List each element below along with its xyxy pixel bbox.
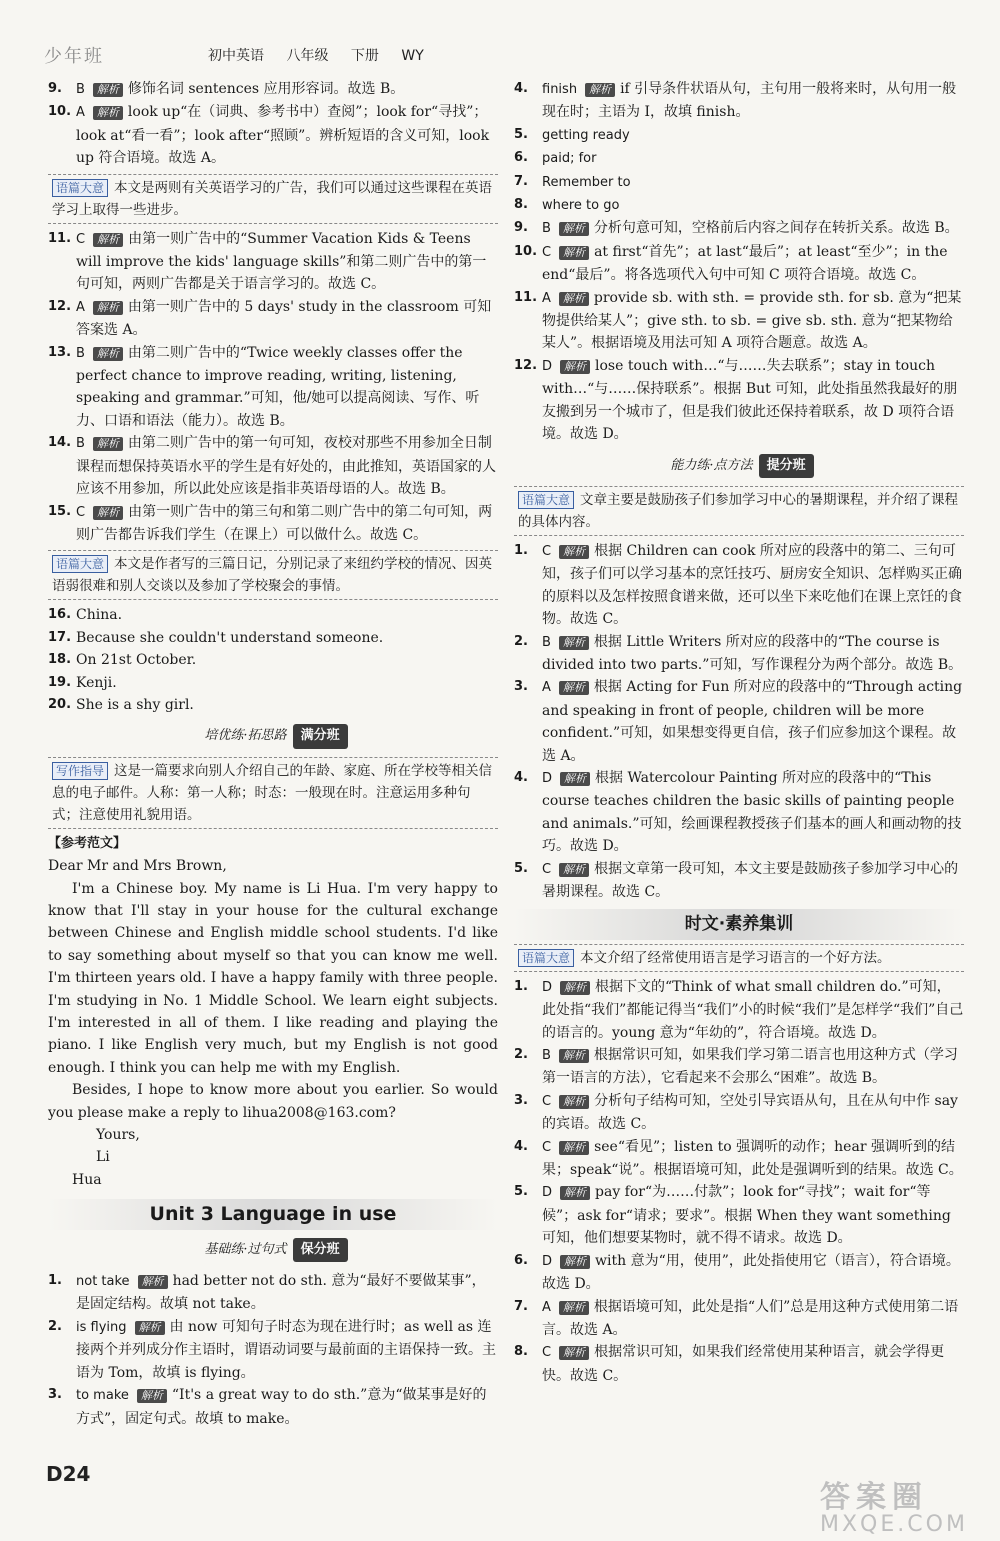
answer-key: D — [542, 979, 553, 995]
answer-entry — [514, 171, 964, 194]
answer-key: D — [542, 1253, 553, 1269]
answer-entry — [48, 342, 498, 433]
answer-entry — [514, 631, 964, 677]
answer-key: D — [542, 770, 553, 786]
letter-closing: Yours, — [96, 1127, 140, 1144]
question-number: 2. — [514, 633, 528, 649]
analysis-text: “It's a great way to do sth.”意为“做某事是好的方式”，固定句式。故填 to make。 — [76, 1387, 487, 1427]
header-edition: WY — [401, 48, 424, 64]
summary-text: 文章主要是鼓励孩子们参加学习中心的暑期课程，并介绍了课程的具体内容。 — [518, 491, 959, 530]
analysis-text: see“看见”；listen to 强调听的动作；hear 强调听到的结果；speak“说”。根据语境可知，此处是强调听到的结果。故选 C。 — [542, 1138, 963, 1179]
answer-entry — [48, 1316, 498, 1384]
answer-entry — [514, 1136, 964, 1182]
analysis-text: She is a shy girl. — [76, 696, 194, 713]
analysis-tag: 解析 — [560, 981, 590, 995]
question-number: 8. — [514, 197, 528, 213]
watermark-url: MXQE.COM — [820, 1512, 968, 1537]
answer-entry — [48, 694, 498, 716]
summary-label: 语篇大意 — [518, 491, 574, 509]
section-banner — [514, 454, 964, 478]
analysis-tag: 解析 — [559, 292, 589, 306]
writing-guide-label: 写作指导 — [52, 762, 108, 780]
answer-key: A — [76, 299, 85, 315]
banner-right: 保分班 — [293, 1238, 348, 1262]
answer-entry — [514, 1296, 964, 1342]
header-subject: 初中英语 — [208, 48, 264, 64]
answer-entry — [48, 627, 498, 649]
analysis-tag: 解析 — [559, 545, 589, 559]
question-number: 14. — [48, 435, 72, 451]
answer-list — [514, 78, 964, 446]
answer-entry — [48, 501, 498, 547]
answer-entry — [514, 1044, 964, 1090]
summary-label: 语篇大意 — [518, 949, 574, 967]
analysis-text: China. — [76, 607, 123, 624]
analysis-text: if 引导条件状语从句，主句用一般将来时，从句用一般现在时；主语为 I，故填 finish。 — [542, 81, 957, 121]
analysis-text: On 21st October. — [76, 652, 197, 669]
analysis-tag: 解析 — [585, 83, 615, 97]
answer-key: C — [542, 543, 552, 559]
section-banner — [48, 724, 498, 748]
header-info — [208, 45, 442, 65]
question-number: 4. — [514, 1138, 528, 1154]
analysis-tag: 解析 — [559, 863, 589, 877]
page-header — [30, 36, 500, 70]
analysis-text: with 意为“用，使用”，此处指使用它（语言），符合语境。故选 D。 — [542, 1252, 960, 1293]
sample-title: 【参考范文】 — [48, 835, 127, 851]
answer-entry — [48, 1270, 498, 1316]
analysis-text: 根据文章第一段可知，本文主要是鼓励孩子参加学习中心的暑期课程。故选 C。 — [542, 860, 959, 900]
question-number: 5. — [514, 126, 528, 142]
answer-key: Remember to — [542, 174, 631, 190]
question-number: 16. — [48, 607, 72, 623]
answer-key: C — [76, 504, 86, 520]
letter-paragraph: I'm a Chinese boy. My name is Li Hua. I'm very happy to know that I'll stay in your house for the cultural exchange between Chinese and English middle school students. I'd like to say something about myself so that you can know me well. I'm thirteen years old. I have a happy family with three people. I'm studying in No. 1 Middle School. We learn eight subjects. I'm interested in all of them. I like reading and playing the piano. I like English very much, but my English is not good enough. I think you can help me with my English. — [48, 880, 498, 1076]
answer-list — [514, 976, 964, 1387]
analysis-tag: 解析 — [135, 1321, 165, 1335]
question-number: 11. — [514, 289, 538, 305]
answer-key: not take — [76, 1274, 130, 1290]
letter-signature: Li Hua — [72, 1149, 110, 1188]
watermark-logo — [820, 1472, 980, 1537]
analysis-text: had better not do sth. 意为“最好不要做某事”，是固定结构。故填 not take。 — [76, 1273, 486, 1313]
answer-key: A — [542, 290, 551, 306]
analysis-text: 根据下文的“Think of what small children do.”可知，此处指“我们”都能记得当“我们”小的时候“我们”是怎样学“我们”自己的语言的。young 意为“年幼的”，符合语境。故选 D。 — [542, 978, 964, 1041]
banner-left: 培优练·拓思路 — [204, 728, 287, 744]
answer-entry — [514, 241, 964, 287]
answer-key: B — [542, 221, 551, 237]
question-number: 15. — [48, 503, 72, 519]
summary-label: 语篇大意 — [52, 179, 108, 197]
question-number: 10. — [514, 243, 538, 259]
analysis-text: 由第一则广告中的 5 days' study in the classroom 可知答案选 A。 — [76, 298, 492, 339]
answer-entry — [48, 296, 498, 342]
writing-guide-box — [48, 757, 498, 829]
analysis-text: 根据 Children can cook 所对应的段落中的第二、三句可知，孩子们可以学习基本的烹饪技巧、厨房安全知识、怎样购买正确的原料以及怎样按照食谱来做，还可以坐下来吃他们在课上烹饪的食物。故选 C。 — [542, 542, 962, 628]
analysis-tag: 解析 — [559, 246, 589, 260]
answer-key: A — [542, 1299, 551, 1315]
unit-title: Unit 3 Language in use — [48, 1199, 498, 1229]
answer-key: finish — [542, 82, 578, 97]
answer-entry — [514, 194, 964, 217]
answer-entry — [48, 1384, 498, 1430]
answer-key: A — [542, 680, 551, 696]
question-number: 2. — [514, 1047, 528, 1063]
answer-entry — [514, 147, 964, 170]
answer-key: paid; for — [542, 151, 597, 167]
question-number: 2. — [48, 1318, 62, 1334]
analysis-tag: 解析 — [560, 1186, 590, 1200]
answer-key: B — [76, 82, 85, 97]
analysis-tag: 解析 — [93, 233, 123, 247]
watermark-text: 答案圈 — [820, 1480, 928, 1515]
answer-key: B — [76, 436, 85, 452]
question-number: 4. — [514, 81, 528, 96]
letter-greeting: Dear Mr and Mrs Brown, — [48, 858, 227, 875]
summary-text: 本文介绍了经常使用语言是学习语言的一个好方法。 — [580, 949, 891, 966]
summary-box — [514, 944, 964, 972]
page-number: D24 — [46, 1462, 91, 1486]
answer-list — [48, 78, 498, 170]
series-logo: 少年班 — [44, 46, 104, 67]
question-number: 9. — [48, 81, 62, 96]
analysis-tag: 解析 — [559, 681, 589, 695]
question-number: 6. — [514, 150, 528, 166]
left-column — [48, 78, 498, 1430]
analysis-tag: 解析 — [559, 1346, 589, 1360]
question-number: 3. — [514, 679, 528, 695]
analysis-text: 分析句子结构可知，空处引导宾语从句，且在从句中作 say 的宾语。故选 C。 — [542, 1092, 958, 1133]
answer-entry — [514, 676, 964, 767]
question-number: 12. — [514, 357, 538, 373]
analysis-text: 根据 Acting for Fun 所对应的段落中的“Through acting and speaking in front of people, children will be more confident.”可知，如果想变得更自信，孩子们应参加这个课程。故选 A。 — [542, 679, 963, 764]
section-title: 时文·素养集训 — [514, 909, 964, 939]
answer-list — [48, 1270, 498, 1430]
analysis-text: Kenji. — [76, 674, 117, 691]
analysis-tag: 解析 — [137, 1389, 167, 1403]
answer-entry — [48, 432, 498, 500]
summary-text: 本文是作者写的三篇日记，分别记录了来纽约学校的情况、因英语弱很难和别人交谈以及参加了学校聚会的事情。 — [52, 556, 493, 595]
question-number: 4. — [514, 769, 528, 785]
banner-right: 提分班 — [759, 454, 814, 478]
analysis-text: 根据 Watercolour Painting 所对应的段落中的“This course teaches children the basic skills of painting people and animals.”可知，绘画课程教授孩子们基本的画人和画动物的技巧。故选 D。 — [542, 769, 962, 855]
answer-entry — [48, 78, 498, 101]
answer-entry — [48, 228, 498, 296]
question-number: 1. — [48, 1273, 62, 1289]
answer-entry — [514, 1181, 964, 1249]
analysis-tag: 解析 — [559, 1049, 589, 1063]
question-number: 12. — [48, 298, 72, 314]
question-number: 17. — [48, 629, 72, 645]
question-number: 18. — [48, 652, 72, 668]
analysis-tag: 解析 — [93, 347, 123, 361]
analysis-text: 由第一则广告中的第三句和第二则广告中的第二句可知，两则广告都告诉我们学生（在课上）可以做什么。故选 C。 — [76, 503, 493, 543]
answer-key: C — [542, 1345, 552, 1361]
summary-box — [514, 486, 964, 536]
answer-key: D — [542, 358, 553, 374]
answer-key: getting ready — [542, 127, 630, 143]
question-number: 7. — [514, 1298, 528, 1314]
answer-entry — [514, 976, 964, 1044]
analysis-text: 根据语境可知，此处是指“人们”总是用这种方式使用第二语言。故选 A。 — [542, 1298, 959, 1338]
question-number: 8. — [514, 1344, 528, 1360]
analysis-text: look up“在（词典、参考书中）查阅”；look for“寻找”；look at“看一看”；look after“照顾”。辨析短语的含义可知，look up 符合语境。故选 A。 — [76, 104, 490, 167]
analysis-tag: 解析 — [93, 506, 123, 520]
answer-key: D — [542, 1185, 553, 1201]
answer-entry — [514, 217, 964, 240]
analysis-text: 根据常识可知，如果我们学习第二语言也用这种方式（学习第一语言的方法），它看起来不会那么“困难”。故选 B。 — [542, 1047, 958, 1087]
question-number: 11. — [48, 230, 72, 246]
analysis-tag: 解析 — [560, 360, 590, 374]
answer-entry — [48, 101, 498, 169]
answer-entry — [514, 355, 964, 446]
question-number: 6. — [514, 1252, 528, 1268]
answer-list — [48, 228, 498, 547]
answer-key: C — [542, 1139, 552, 1155]
answer-entry — [514, 1250, 964, 1296]
analysis-text: 根据常识可知，如果我们经常使用某种语言，就会学得更快。故选 C。 — [542, 1344, 945, 1384]
question-number: 19. — [48, 674, 72, 690]
analysis-tag: 解析 — [559, 1141, 589, 1155]
summary-box — [48, 174, 498, 224]
writing-guide-text: 这是一篇要求向别人介绍自己的年龄、家庭、所在学校等相关信息的电子邮件。人称：第一人称；时态：一般现在时。注意运用多种句式；注意使用礼貌用语。 — [52, 762, 493, 823]
right-column — [514, 78, 964, 1387]
letter-paragraph: Besides, I hope to know more about you earlier. So would you please make a reply to lihua2008@163.com? — [48, 1082, 498, 1121]
answer-entry — [514, 1090, 964, 1136]
question-number: 5. — [514, 1184, 528, 1200]
header-volume: 下册 — [350, 48, 379, 64]
answer-entry — [514, 287, 964, 355]
answer-entry — [514, 124, 964, 147]
analysis-tag: 解析 — [559, 1095, 589, 1109]
summary-box — [48, 550, 498, 600]
banner-left: 基础练·过句式 — [204, 1241, 287, 1257]
answer-key: C — [542, 1093, 552, 1109]
question-number: 1. — [514, 542, 528, 558]
answer-entry — [48, 672, 498, 694]
question-number: 10. — [48, 104, 72, 120]
answer-entry — [48, 649, 498, 671]
section-banner — [48, 1238, 498, 1262]
analysis-text: 修饰名词 sentences 应用形容词。故选 B。 — [127, 81, 405, 97]
analysis-text: 由 now 可知句子时态为现在进行时；as well as 连接两个并列成分作主语时，谓语动词要与最前面的主语保持一致。主语为 Tom，故填 is flying。 — [76, 1318, 496, 1381]
analysis-tag: 解析 — [559, 1301, 589, 1315]
answer-entry — [514, 78, 964, 124]
answer-list — [514, 540, 964, 904]
question-number: 3. — [514, 1092, 528, 1108]
banner-left: 能力练·点方法 — [670, 457, 753, 473]
analysis-tag: 解析 — [93, 437, 123, 451]
question-number: 7. — [514, 173, 528, 189]
header-grade: 八年级 — [286, 48, 329, 64]
answer-key: C — [542, 861, 552, 877]
analysis-text: 由第一则广告中的“Summer Vacation Kids & Teens will improve the kids' language skills”和第二则广告中的第一句可知，两则广告都是关于语言学习的。故选 C。 — [76, 230, 487, 293]
analysis-tag: 解析 — [560, 1255, 590, 1269]
question-number: 1. — [514, 978, 528, 994]
answer-key: B — [542, 634, 551, 650]
answer-key: is flying — [76, 1319, 127, 1335]
question-number: 5. — [514, 860, 528, 876]
answer-key: B — [542, 1048, 551, 1064]
answer-list — [48, 604, 498, 716]
sample-letter — [48, 833, 498, 1192]
question-number: 13. — [48, 344, 72, 360]
analysis-text: 由第二则广告中的第一句可知，夜校对那些不用参加全日制课程而想保持英语水平的学生是有好处的，由此推知，英语国家的人应该不用参加，所以此处应该是指非英语母语的人。故选 B。 — [76, 435, 496, 498]
analysis-text: lose touch with…“与……失去联系”；stay in touch with…“与……保持联系”。根据 But 可知，此处指虽然我最好的朋友搬到另一个城市了，但是我们彼此还保持着联系，故 D 项符合语境。故选 D。 — [542, 357, 958, 443]
summary-label: 语篇大意 — [52, 555, 108, 573]
answer-key: where to go — [542, 198, 620, 214]
answer-entry — [48, 604, 498, 626]
analysis-tag: 解析 — [93, 106, 123, 120]
analysis-tag: 解析 — [559, 222, 589, 236]
analysis-tag: 解析 — [138, 1275, 168, 1289]
answer-entry — [514, 767, 964, 858]
analysis-tag: 解析 — [93, 83, 123, 97]
summary-text: 本文是两则有关英语学习的广告，我们可以通过这些课程在英语学习上取得一些进步。 — [52, 179, 493, 218]
answer-entry — [514, 858, 964, 904]
answer-key: C — [542, 244, 552, 260]
analysis-text: 分析句意可知，空格前后内容之间存在转折关系。故选 B。 — [593, 220, 959, 237]
banner-right: 满分班 — [293, 724, 348, 748]
answer-entry — [514, 1341, 964, 1387]
answer-key: A — [76, 105, 85, 121]
analysis-text: 由第二则广告中的“Twice weekly classes offer the perfect chance to improve reading, writing, listening, speaking and grammar.”可知，他/她可以提高阅读、写作、听力、口语和语法（能力）。故选 B。 — [76, 344, 480, 429]
question-number: 20. — [48, 696, 72, 712]
analysis-text: pay for“为……付款”；look for“寻找”；wait for“等候”；ask for“请求；要求”。根据 When they want something 可知，他们想要某物时，就不得不请求。故选 D。 — [542, 1184, 951, 1247]
analysis-text: 根据 Little Writers 所对应的段落中的“The course is divided into two parts.”可知，写作课程分为两个部分。故选 B。 — [542, 633, 963, 673]
analysis-tag: 解析 — [559, 636, 589, 650]
question-number: 9. — [514, 220, 528, 236]
answer-key: C — [76, 231, 86, 247]
analysis-text: provide sb. with sth. = provide sth. for sb. 意为“把某物提供给某人”；give sth. to sb. = give sb. sth. 意为“把某物给某人”。根据语境及用法可知 A 项符合题意。故选 A。 — [542, 289, 962, 352]
analysis-text: at first“首先”；at last“最后”；at least“至少”；in the end“最后”。将各选项代入句中可知 C 项符合语境。故选 C。 — [542, 243, 948, 284]
analysis-tag: 解析 — [560, 772, 590, 786]
answer-key: to make — [76, 1388, 129, 1404]
analysis-text: Because she couldn't understand someone. — [76, 629, 384, 646]
answer-key: B — [76, 345, 85, 361]
question-number: 3. — [48, 1387, 62, 1403]
answer-entry — [514, 540, 964, 631]
analysis-tag: 解析 — [93, 301, 123, 315]
